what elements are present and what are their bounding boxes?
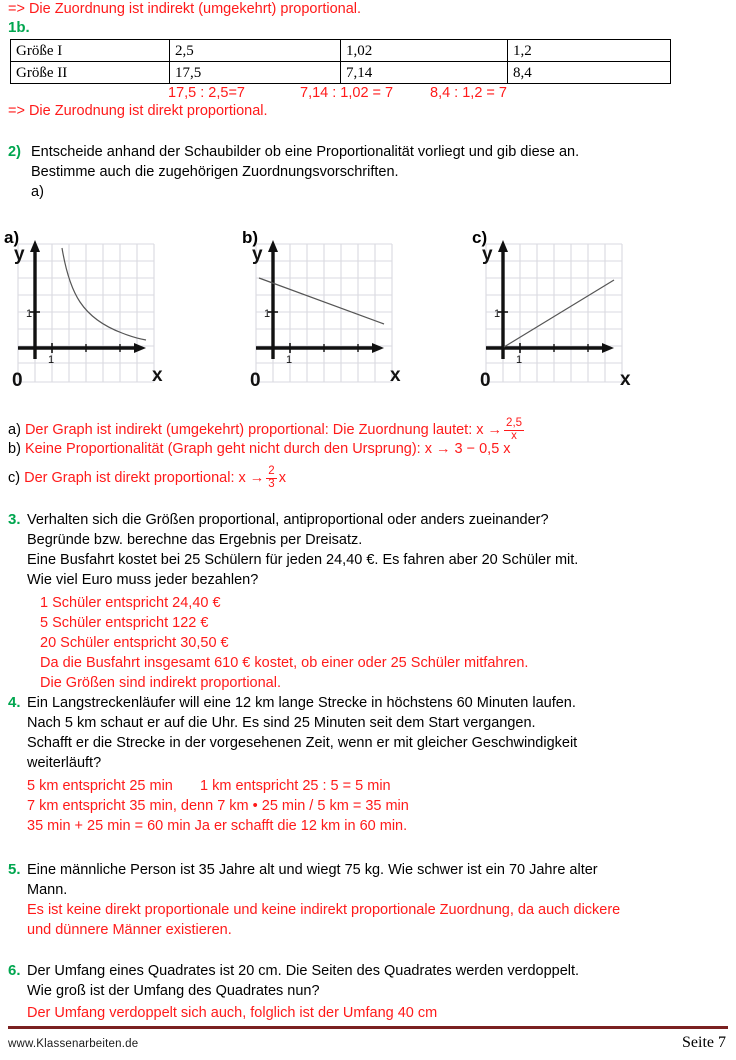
task4-question-line4: weiterläuft? <box>27 755 102 771</box>
graph-c-y-label: y <box>482 244 493 265</box>
fraction-2-5-over-x <box>504 418 524 443</box>
answer-2b-text: Keine Proportionalität (Graph geht nicht durch den Ursprung): x → 3 − 0,5 x <box>24 441 511 457</box>
cell-value: 7,14 <box>341 62 508 84</box>
table-row <box>11 40 671 62</box>
task4-answer-line3: 35 min + 25 min = 60 min Ja er schafft die 12 km in 60 min. <box>27 818 408 834</box>
fraction-2-over-3 <box>266 466 276 491</box>
task5-answer-line1: Es ist keine direkt proportionale und keine indirekt proportionale Zuordnung, da auch dickere <box>27 902 621 918</box>
table-row <box>11 62 671 84</box>
fraction-numerator: 2 <box>268 465 275 477</box>
task2-text-line3: a) <box>31 184 44 200</box>
quotient-1: 17,5 : 2,5=7 <box>168 85 245 101</box>
fraction-denominator: x <box>504 430 524 443</box>
fraction-denominator: 3 <box>268 477 275 490</box>
answer-2c-text: Der Graph ist direkt proportional: x → <box>24 470 265 487</box>
row-label: Größe II <box>11 62 170 84</box>
answer-2a-text: Der Graph ist indirekt (umgekehrt) proportional: Die Zuordnung lautet: x → <box>24 422 503 439</box>
graph-b-svg <box>238 226 468 406</box>
graph-c-tick-y: 1 <box>494 308 501 320</box>
task3-question-line3: Eine Busfahrt kostet bei 25 Schülern für jeden 24,40 €. Es fahren aber 20 Schüler mit. <box>27 552 579 568</box>
graph-b-tick-y: 1 <box>264 308 271 320</box>
task6-question-line1: Der Umfang eines Quadrates ist 20 cm. Die Seiten des Quadrates werden verdoppelt. <box>27 963 580 979</box>
task3-question-line1: Verhalten sich die Größen proportional, antiproportional oder anders zueinander? <box>27 512 549 528</box>
graph-b-x-label: x <box>390 365 401 386</box>
curve-hyperbola <box>62 248 146 340</box>
footer-divider <box>8 1026 728 1029</box>
axis-lines <box>18 240 146 359</box>
quotient-3: 8,4 : 1,2 = 7 <box>430 85 507 101</box>
task3-answer-line3: 20 Schüler entspricht 30,50 € <box>40 635 229 651</box>
cell-value: 1,2 <box>508 40 671 62</box>
task4-answer-line2: 7 km entspricht 35 min, denn 7 km • 25 min / 5 km = 35 min <box>27 798 409 814</box>
row-label: Größe I <box>11 40 170 62</box>
answer-2c-row <box>8 466 286 491</box>
cell-value: 17,5 <box>170 62 341 84</box>
graph-row <box>0 226 736 406</box>
graph-c <box>468 226 698 406</box>
graph-a-tick-x: 1 <box>48 354 55 366</box>
graph-b-label: b) <box>242 228 259 247</box>
grid-lines <box>486 244 622 382</box>
graph-c-tick-x: 1 <box>516 354 523 366</box>
groessen-table <box>10 39 671 84</box>
fraction-numerator: 2,5 <box>506 417 523 429</box>
answer-2c-label: c) <box>8 470 21 487</box>
footer-site-name: www.Klassenarbeiten.de <box>8 1038 139 1050</box>
graph-b-tick-x: 1 <box>286 354 293 366</box>
heading-1b: 1b. <box>8 19 30 36</box>
axis-lines <box>256 240 384 359</box>
answer-2c-tail: x <box>278 470 286 487</box>
table-1b-wrapper <box>10 39 646 84</box>
task6-answer-line1: Der Umfang verdoppelt sich auch, folglich ist der Umfang 40 cm <box>27 1005 438 1021</box>
cell-value: 8,4 <box>508 62 671 84</box>
graph-c-svg <box>468 226 698 406</box>
graph-b-y-label: y <box>252 244 263 265</box>
task3-question-line4: Wie viel Euro muss jeder bezahlen? <box>27 572 259 588</box>
task5-number: 5. <box>8 861 21 878</box>
graph-b-origin: 0 <box>250 370 261 391</box>
answer-2b-row <box>8 442 511 457</box>
task3-answer-line2: 5 Schüler entspricht 122 € <box>40 615 209 631</box>
task4-number: 4. <box>8 694 21 711</box>
task2-text-line1: Entscheide anhand der Schaubilder ob eine Proportionalität vorliegt und gib diese an. <box>31 144 580 160</box>
grid-lines <box>18 244 154 382</box>
quotient-2: 7,14 : 1,02 = 7 <box>300 85 394 101</box>
task5-answer-line2: und dünnere Männer existieren. <box>27 922 232 938</box>
answer-2a-label: a) <box>8 422 21 439</box>
task3-answer-line5: Die Größen sind indirekt proportional. <box>40 675 281 691</box>
grid-lines <box>256 244 392 382</box>
graph-a-tick-y: 1 <box>26 308 33 320</box>
graph-a <box>0 226 230 406</box>
graph-c-label: c) <box>472 228 488 247</box>
task4-question-line2: Nach 5 km schaut er auf die Uhr. Es sind 25 Minuten seit dem Start vergangen. <box>27 715 536 731</box>
task5-question-line2: Mann. <box>27 882 68 898</box>
conclusion-1a: => Die Zuordnung ist indirekt (umgekehrt) proportional. <box>8 1 362 17</box>
task4-question-line3: Schafft er die Strecke in der vorgesehenen Zeit, wenn er mit gleicher Geschwindigkeit <box>27 735 578 751</box>
graph-a-y-label: y <box>14 244 25 265</box>
graph-b <box>238 226 468 406</box>
task6-question-line2: Wie groß ist der Umfang des Quadrates nun? <box>27 983 320 999</box>
axis-lines <box>486 240 614 359</box>
conclusion-1b: => Die Zurodnung ist direkt proportional. <box>8 103 268 119</box>
task3-question-line2: Begründe bzw. berechne das Ergebnis per Dreisatz. <box>27 532 363 548</box>
task2-text-line2: Bestimme auch die zugehörigen Zuordnungsvorschriften. <box>31 164 399 180</box>
graph-a-x-label: x <box>152 365 163 386</box>
task3-number: 3. <box>8 511 21 528</box>
graph-c-x-label: x <box>620 369 631 390</box>
graph-c-origin: 0 <box>480 370 491 391</box>
task4-answer-line1-left: 5 km entspricht 25 min <box>27 778 173 794</box>
curve-decreasing-line <box>259 278 384 324</box>
answer-2b-label: b) <box>8 441 21 457</box>
cell-value: 2,5 <box>170 40 341 62</box>
task3-answer-line1: 1 Schüler entspricht 24,40 € <box>40 595 221 611</box>
task3-answer-line4: Da die Busfahrt insgesamt 610 € kostet, ob einer oder 25 Schüler mitfahren. <box>40 655 529 671</box>
task4-answer-line1-right: 1 km entspricht 25 : 5 = 5 min <box>200 778 391 794</box>
task2-number: 2) <box>8 144 21 160</box>
answer-2a-row <box>8 418 526 443</box>
graph-a-label: a) <box>4 228 20 247</box>
graph-a-origin: 0 <box>12 370 23 391</box>
graph-a-svg <box>0 226 230 406</box>
task4-question-line1: Ein Langstreckenläufer will eine 12 km lange Strecke in höchstens 60 Minuten laufen. <box>27 695 576 711</box>
cell-value: 1,02 <box>341 40 508 62</box>
task5-question-line1: Eine männliche Person ist 35 Jahre alt und wiegt 75 kg. Wie schwer ist ein 70 Jahre alter <box>27 862 598 878</box>
footer-page-number: Seite 7 <box>682 1034 726 1051</box>
task6-number: 6. <box>8 962 21 979</box>
